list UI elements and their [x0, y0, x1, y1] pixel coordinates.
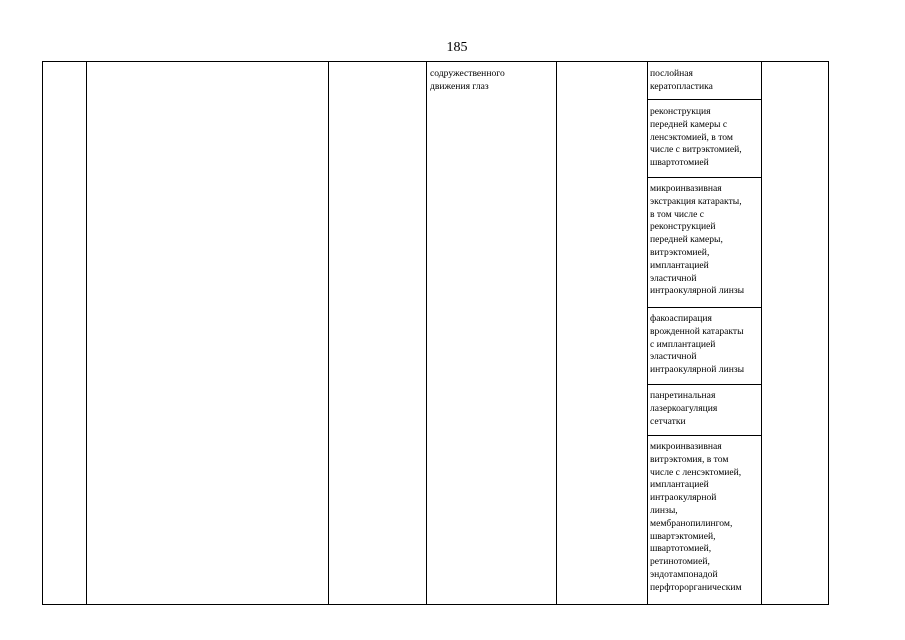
column-divider [556, 61, 557, 605]
row-divider [647, 177, 762, 178]
table-cell-method: факоаспирация врожденной катаракты с имплантацией эластичной интраокулярной линзы [650, 313, 745, 376]
table-cell-method: послойная кератопластика [650, 68, 713, 92]
table-cell-method: реконструкция передней камеры с ленсэктомией, в том числе с витрэктомией, швартотомией [650, 106, 742, 169]
table-cell-method: панретинальная лазеркоагуляция сетчатки [650, 390, 718, 427]
column-divider [647, 61, 648, 605]
table-cell-method: микроинвазивная экстракция катаракты, в том числе с реконструкцией передней камеры, витрэктомией, имплантацией эластичной интраокулярной линзы [650, 183, 745, 297]
row-divider [647, 99, 762, 100]
row-divider [647, 307, 762, 308]
column-divider [426, 61, 427, 605]
page-number: 185 [446, 40, 468, 55]
table-cell-condition-text: содружественного движения глаз [430, 68, 505, 92]
column-divider [761, 61, 762, 605]
column-divider [328, 61, 329, 605]
table-cell-method: микроинвазивная витрэктомия, в том числе с ленсэктомией, имплантацией интраокулярной линзы, мембранопилингом, швартэктомией, швартотомией, ретинотомией, эндотампонадой перфторорганическим [650, 441, 742, 593]
row-divider [647, 384, 762, 385]
row-divider [647, 435, 762, 436]
column-divider [86, 61, 87, 605]
